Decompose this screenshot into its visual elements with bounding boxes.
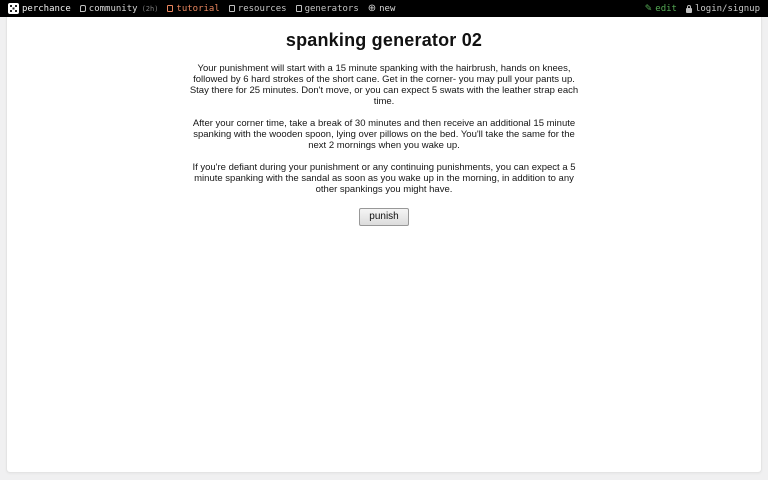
login-signup-label: login/signup bbox=[694, 3, 760, 14]
perchance-logo-icon bbox=[8, 3, 19, 14]
plus-circle-icon: ⊕ bbox=[367, 2, 377, 14]
nav-generators-label: generators bbox=[304, 3, 359, 14]
tutorial-book-icon bbox=[167, 5, 173, 12]
perchance-home-link[interactable] bbox=[8, 3, 71, 14]
login-signup-link[interactable] bbox=[686, 4, 760, 14]
nav-tutorial-label: tutorial bbox=[176, 3, 220, 14]
nav-resources-label: resources bbox=[237, 3, 287, 14]
nav-new-label: new bbox=[379, 3, 396, 14]
generator-output bbox=[186, 63, 582, 195]
output-paragraph: After your corner time, take a break of 30 minutes and then receive an additional 15 minute spanking with the wooden spoon, lying over pillows on the bed. You'll take the same for the next 2 mornings when you wake up. bbox=[192, 118, 576, 151]
nav-new[interactable] bbox=[368, 4, 396, 14]
nav-generators[interactable] bbox=[296, 4, 359, 14]
nav-resources[interactable] bbox=[229, 4, 287, 14]
topbar bbox=[0, 0, 768, 17]
edit-link[interactable] bbox=[645, 4, 677, 14]
punish-button[interactable]: punish bbox=[359, 208, 408, 226]
document-icon bbox=[296, 5, 302, 12]
speech-bubble-icon bbox=[80, 5, 86, 12]
generator-panel bbox=[6, 17, 762, 473]
lock-icon bbox=[686, 8, 692, 13]
community-activity-count: (2h) bbox=[141, 4, 159, 13]
output-paragraph: Your punishment will start with a 15 minute spanking with the hairbrush, hands on knees, followed by 6 hard strokes of the short cane. Get in the corner- you may pull your pants up. Stay there for 25 minutes. Don't move, or you can expect 5 swats with the leather strap each time. bbox=[189, 63, 579, 107]
nav-tutorial[interactable] bbox=[167, 4, 219, 14]
button-row bbox=[7, 206, 761, 226]
edit-label: edit bbox=[655, 3, 677, 14]
nav-community-label: community bbox=[88, 3, 138, 14]
pencil-icon: ✎ bbox=[644, 3, 653, 14]
package-icon bbox=[229, 5, 235, 12]
output-paragraph: If you're defiant during your punishment or any continuing punishments, you can expect a 5 minute spanking with the sandal as soon as you wake up in the morning, in addition to any other spankings you might have. bbox=[192, 162, 576, 195]
nav-community[interactable] bbox=[80, 4, 159, 14]
brand-label: perchance bbox=[22, 3, 71, 14]
page-title: spanking generator 02 bbox=[285, 30, 483, 50]
